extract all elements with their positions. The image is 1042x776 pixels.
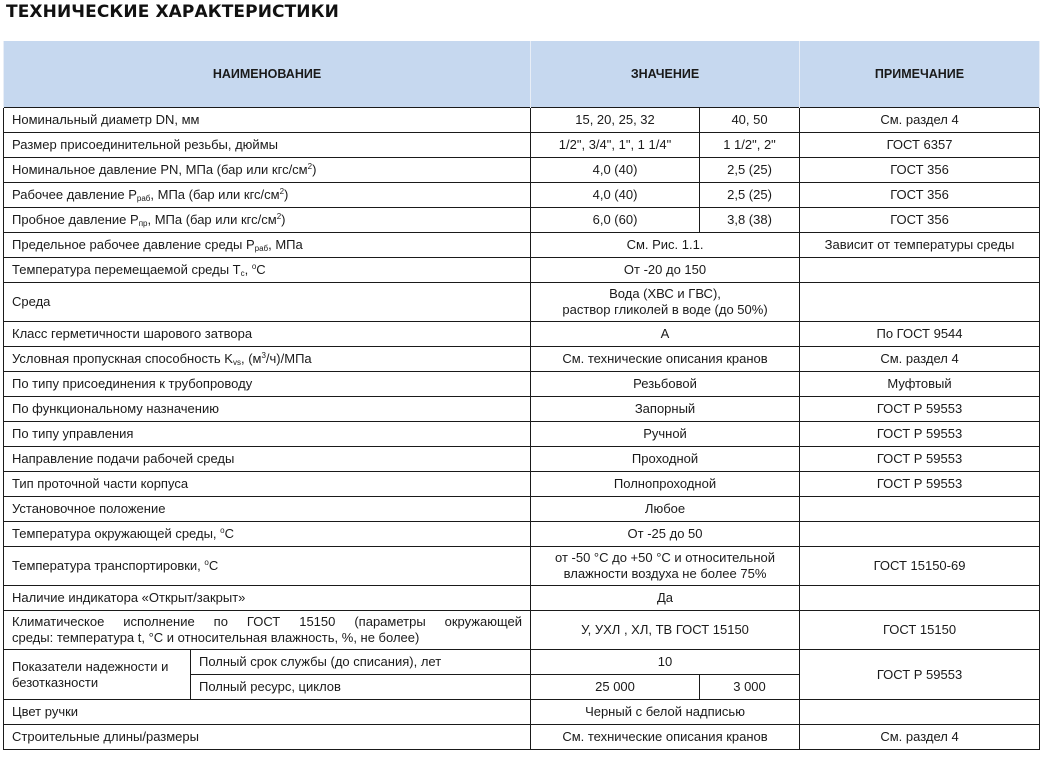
column-header-value: ЗНАЧЕНИЕ [531,41,800,108]
name-line: среды: температура t, °С и относительная влажность, %, не более) [12,630,420,645]
subscript: раб [136,194,151,203]
param-value-small-dn: 25 000 [531,675,700,700]
param-note: ГОСТ 356 [800,183,1040,208]
param-name: Номинальный диаметр DN, мм [4,108,531,133]
name-text: ) [281,212,286,227]
subscript: vs [232,358,241,367]
param-value: Да [531,586,800,611]
param-value: См. технические описания кранов [531,347,800,372]
param-value-small-dn: 15, 20, 25, 32 [531,108,700,133]
table-row [4,422,1040,447]
name-text: C [256,262,266,277]
param-value-large-dn: 3 000 [700,675,800,700]
param-name [4,183,531,208]
table-row [4,108,1040,133]
table-row [4,372,1040,397]
superscript: o [204,558,209,567]
superscript: o [220,526,225,535]
param-note: См. раздел 4 [800,108,1040,133]
name-text: /ч)/МПа [265,351,312,366]
param-group-name: Показатели надежности и безотказности [4,650,191,700]
param-value [531,547,800,586]
param-value: От -25 до 50 [531,522,800,547]
table-row [4,183,1040,208]
table-row [4,347,1040,372]
table-row [4,650,1040,675]
table-row [4,700,1040,725]
superscript: 2 [279,187,285,196]
param-name: Наличие индикатора «Открыт/закрыт» [4,586,531,611]
param-subname: Полный срок службы (до списания), лет [191,650,531,675]
param-name: Установочное положение [4,497,531,522]
param-note: Муфтовый [800,372,1040,397]
param-value-large-dn: 40, 50 [700,108,800,133]
param-value: Полнопроходной [531,472,800,497]
table-row [4,233,1040,258]
subscript: раб [254,244,269,253]
superscript: 2 [307,162,313,171]
column-header-name: НАИМЕНОВАНИЕ [4,41,531,108]
table-row [4,522,1040,547]
table-row [4,158,1040,183]
value-line: влажности воздуха не более 75% [563,566,767,581]
name-text: Температура транспортировки, [12,558,205,573]
param-note: Зависит от температуры среды [800,233,1040,258]
param-note [800,283,1040,322]
param-name: Строительные длины/размеры [4,725,531,750]
param-name: Направление подачи рабочей среды [4,447,531,472]
name-text: C [208,558,219,573]
param-note: ГОСТ Р 59553 [800,447,1040,472]
param-name: Класс герметичности шарового затвора [4,322,531,347]
name-text: Температура окружающей среды, [12,526,221,541]
superscript: 3 [261,351,266,360]
param-name: Среда [4,283,531,322]
param-value: Любое [531,497,800,522]
value-line: раствор гликолей в воде (до 50%) [562,302,768,317]
table-row [4,586,1040,611]
value-line: Вода (ХВС и ГВС), [609,286,721,301]
subscript: c [240,269,245,278]
name-text: ) [284,187,289,202]
param-value: 10 [531,650,800,675]
param-value: См. технические описания кранов [531,725,800,750]
param-value: Ручной [531,422,800,447]
param-name [4,547,531,586]
param-value: Проходной [531,447,800,472]
param-name [4,611,531,650]
param-name [4,522,531,547]
table-row [4,472,1040,497]
param-value [531,283,800,322]
param-note: ГОСТ Р 59553 [800,472,1040,497]
param-note [800,522,1040,547]
param-name [4,233,531,258]
param-note: ГОСТ 6357 [800,133,1040,158]
table-row [4,322,1040,347]
param-note: По ГОСТ 9544 [800,322,1040,347]
param-value-small-dn: 6,0 (60) [531,208,700,233]
table-row [4,208,1040,233]
name-text: Рабочее давление P [12,187,137,202]
name-text: , МПа (бар или кгс/см [147,212,277,227]
table-row [4,611,1040,650]
specifications-table [3,41,1040,750]
name-text: ) [312,162,317,177]
name-text: , МПа (бар или кгс/см [150,187,280,202]
param-name: По функциональному назначению [4,397,531,422]
name-text: C [224,526,234,541]
page-title: ТЕХНИЧЕСКИЕ ХАРАКТЕРИСТИКИ [6,2,339,22]
param-note [800,586,1040,611]
name-text: Температура перемещаемой среды T [12,262,241,277]
name-text: , (м [240,351,262,366]
name-text: Условная пропускная способность K [12,351,233,366]
param-name: Цвет ручки [4,700,531,725]
table-row [4,725,1040,750]
table-row [4,497,1040,522]
param-note [800,700,1040,725]
param-note: ГОСТ Р 59553 [800,397,1040,422]
name-line: Климатическое исполнение по ГОСТ 15150 (параметры окружающей [12,614,523,629]
param-value: Запорный [531,397,800,422]
param-name: По типу управления [4,422,531,447]
param-note: ГОСТ 15150 [800,611,1040,650]
name-text: Номинальное давление PN, МПа (бар или кгс/см [12,162,308,177]
param-name: Размер присоединительной резьбы, дюймы [4,133,531,158]
param-value-large-dn: 3,8 (38) [700,208,800,233]
name-text: , МПа [268,237,303,252]
param-note [800,497,1040,522]
value-line: от -50 °С до +50 °С и относительной [555,550,775,565]
param-name [4,158,531,183]
param-note: ГОСТ Р 59553 [800,422,1040,447]
subscript: пр [138,219,148,228]
table-row [4,547,1040,586]
table-header-row [4,41,1040,108]
param-note: См. раздел 4 [800,347,1040,372]
param-note: ГОСТ 356 [800,208,1040,233]
param-name [4,258,531,283]
param-value-large-dn: 2,5 (25) [700,158,800,183]
param-subname: Полный ресурс, циклов [191,675,531,700]
param-note: ГОСТ Р 59553 [800,650,1040,700]
name-text: Пробное давление P [12,212,139,227]
param-name [4,347,531,372]
param-value: А [531,322,800,347]
param-value: См. Рис. 1.1. [531,233,800,258]
param-value-small-dn: 1/2", 3/4", 1", 1 1/4" [531,133,700,158]
table-row [4,283,1040,322]
table-row [4,133,1040,158]
table-row [4,397,1040,422]
param-value-small-dn: 4,0 (40) [531,183,700,208]
superscript: o [251,262,257,271]
param-value-small-dn: 4,0 (40) [531,158,700,183]
param-value: Черный с белой надписью [531,700,800,725]
param-value-large-dn: 1 1/2", 2" [700,133,800,158]
param-name [4,208,531,233]
param-note: ГОСТ 15150-69 [800,547,1040,586]
param-note: См. раздел 4 [800,725,1040,750]
param-value-large-dn: 2,5 (25) [700,183,800,208]
param-name: Тип проточной части корпуса [4,472,531,497]
param-name: По типу присоединения к трубопроводу [4,372,531,397]
table-row [4,258,1040,283]
table-row [4,447,1040,472]
param-value: От -20 до 150 [531,258,800,283]
param-value: Резьбовой [531,372,800,397]
superscript: 2 [276,212,282,221]
param-value: У, УХЛ , ХЛ, ТВ ГОСТ 15150 [531,611,800,650]
name-text: Предельное рабочее давление среды P [12,237,255,252]
param-note: ГОСТ 356 [800,158,1040,183]
param-note [800,258,1040,283]
column-header-note: ПРИМЕЧАНИЕ [800,41,1040,108]
name-text: , [244,262,252,277]
